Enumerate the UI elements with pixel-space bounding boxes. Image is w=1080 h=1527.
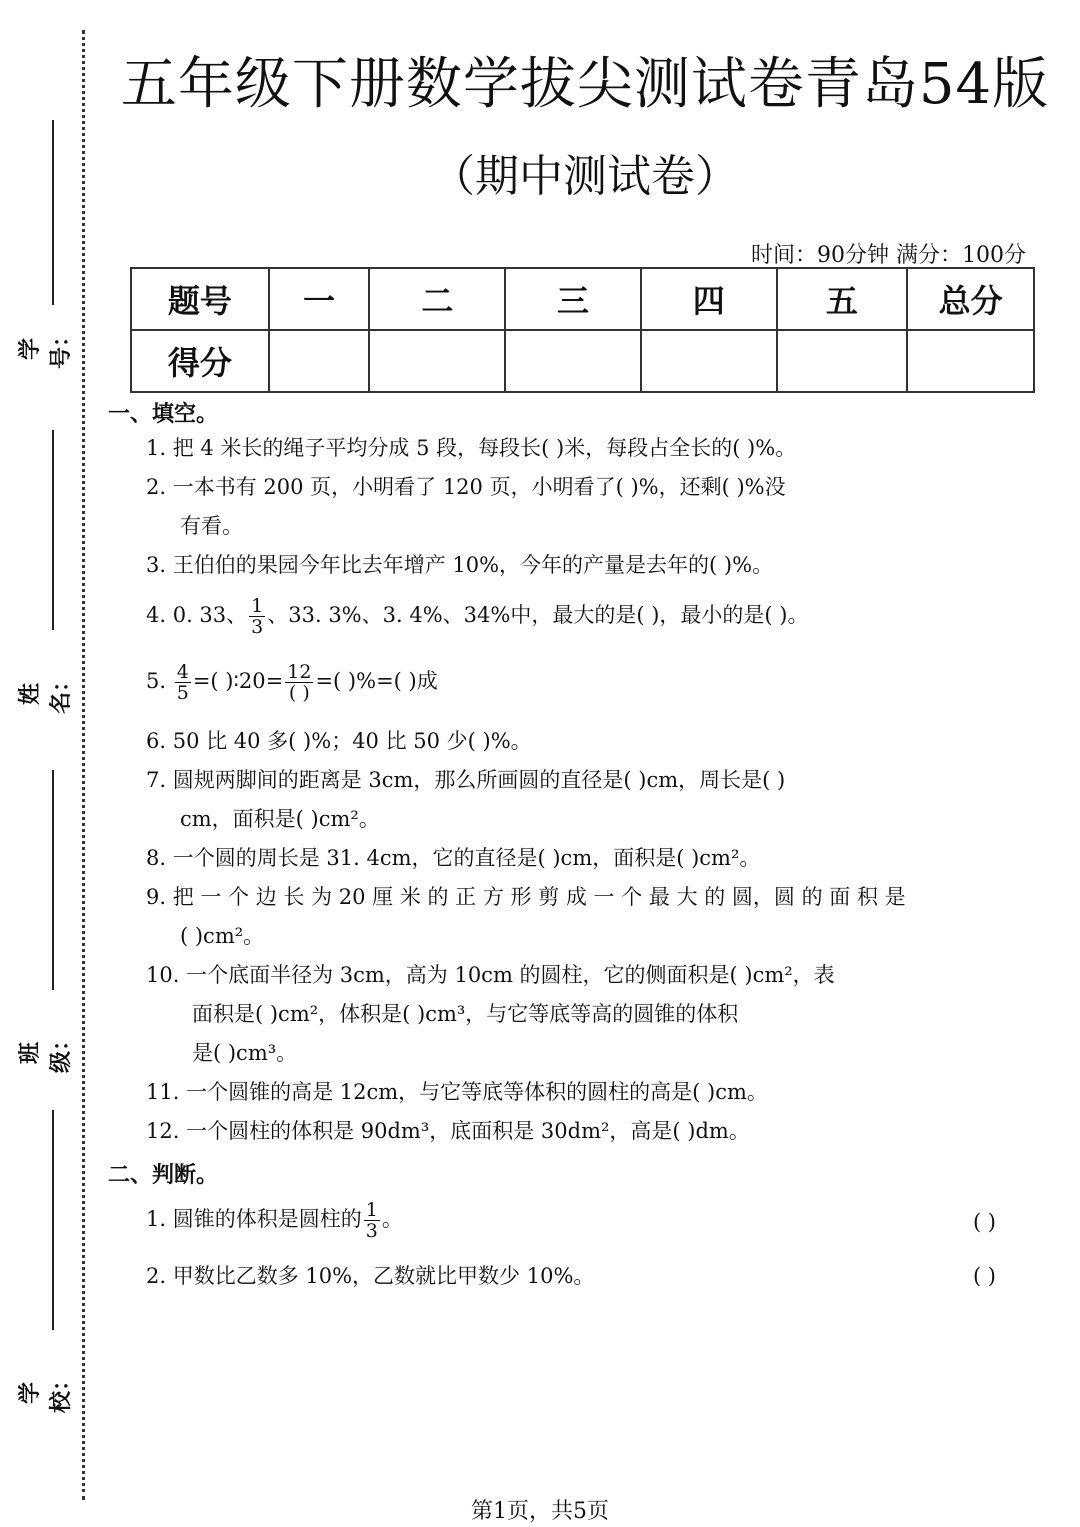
score-header-cell: 题号: [131, 268, 269, 330]
score-header-cell: 一: [269, 268, 370, 330]
question-1-7-cont: cm，面积是( )cm²。: [180, 807, 380, 831]
question-1-11: 11. 一个圆锥的高是 12cm，与它等底等体积的圆柱的高是( )cm。: [146, 1080, 768, 1104]
fraction-numerator: 1: [365, 1199, 378, 1221]
school-underline[interactable]: [52, 1110, 54, 1330]
fraction-numerator: 4: [176, 661, 189, 683]
judge-answer-2[interactable]: ( ): [972, 1264, 996, 1288]
question-1-5-suffix: =( )%=( )成: [315, 669, 438, 693]
time-and-score-info: 时间：90分钟 满分：100分: [751, 243, 1026, 268]
page-subtitle: （期中测试卷）: [431, 151, 739, 202]
fraction-one-third: [364, 1200, 380, 1241]
fraction-numerator: 1: [251, 595, 264, 617]
score-row-label: 得分: [131, 330, 269, 392]
question-1-10-cont: 面积是( )cm²，体积是( )cm³，与它等底等高的圆锥的体积: [192, 1002, 739, 1026]
section-1-title: 一、填空。: [108, 402, 219, 427]
score-table-header-row: [131, 268, 1034, 330]
school-label: 学校：: [18, 1368, 74, 1413]
question-1-9: 9. 把 一 个 边 长 为 20 厘 米 的 正 方 形 剪 成 一 个 最 大 的 圆，圆 的 面 积 是: [146, 885, 906, 909]
question-1-8: 8. 一个圆的周长是 31. 4cm，它的直径是( )cm，面积是( )cm²。: [146, 846, 761, 870]
score-header-cell: 四: [641, 268, 777, 330]
fraction-12-over-blank: [285, 662, 313, 703]
question-1-6: 6. 50 比 40 多( )%；40 比 50 少( )%。: [146, 729, 532, 753]
score-cell[interactable]: [269, 330, 370, 392]
score-header-cell: 二: [369, 268, 505, 330]
fraction-denominator: 3: [365, 1220, 378, 1242]
section-2-title: 二、判断。: [108, 1163, 219, 1188]
score-cell[interactable]: [369, 330, 505, 392]
question-1-4: [146, 596, 808, 637]
name-label: 姓名：: [18, 669, 74, 714]
judge-answer-1[interactable]: ( ): [972, 1210, 996, 1234]
question-1-12: 12. 一个圆柱的体积是 90dm³，底面积是 30dm²，高是( )dm。: [146, 1119, 750, 1143]
page-number: 第1页，共5页: [471, 1499, 609, 1524]
fraction-denominator: 3: [251, 616, 264, 638]
question-1-5-middle: =( )∶20=: [192, 669, 284, 693]
class-underline[interactable]: [52, 770, 54, 990]
question-1-3: 3. 王伯伯的果园今年比去年增产 10%，今年的产量是去年的( )%。: [146, 553, 774, 577]
judge-question-2: 2. 甲数比乙数多 10%，乙数就比甲数少 10%。: [146, 1264, 595, 1288]
score-table: [130, 267, 1035, 393]
class-label: 班级：: [18, 1028, 74, 1073]
score-cell[interactable]: [907, 330, 1034, 392]
question-1-5: [146, 662, 438, 703]
score-cell[interactable]: [641, 330, 777, 392]
question-1-4-prefix: 4. 0. 33、: [146, 603, 248, 627]
score-table-score-row: [131, 330, 1034, 392]
student-id-label: 学号：: [18, 324, 74, 369]
fraction-denominator-blank[interactable]: ( ): [288, 682, 310, 704]
question-1-10: 10. 一个底面半径为 3cm，高为 10cm 的圆柱，它的侧面积是( )cm²，表: [146, 963, 835, 987]
question-1-2-cont: 有看。: [180, 514, 243, 538]
score-cell[interactable]: [777, 330, 908, 392]
judge-question-1-suffix: 。: [381, 1207, 403, 1231]
fraction-four-fifths: [175, 662, 191, 703]
question-1-4-suffix: 、33. 3%、3. 4%、34%中，最大的是( )，最小的是( )。: [267, 603, 809, 627]
question-1-9-cont: ( )cm²。: [180, 924, 265, 948]
score-cell[interactable]: [505, 330, 641, 392]
score-header-cell: 五: [777, 268, 908, 330]
question-1-2: 2. 一本书有 200 页，小明看了 120 页，小明看了( )%，还剩( )%没: [146, 475, 786, 499]
judge-question-1: [146, 1200, 403, 1241]
question-1-7: 7. 圆规两脚间的距离是 3cm，那么所画圆的直径是( )cm，周长是( ): [146, 768, 786, 792]
binding-margin-dotted-line: [82, 30, 85, 1500]
fraction-one-third: [249, 596, 265, 637]
name-underline[interactable]: [52, 430, 54, 630]
question-1-10-cont2: 是( )cm³。: [192, 1041, 298, 1065]
score-header-cell: 总分: [907, 268, 1034, 330]
page-title: 五年级下册数学拔尖测试卷青岛54版: [120, 52, 1050, 117]
score-header-cell: 三: [505, 268, 641, 330]
fraction-numerator: 12: [287, 661, 312, 683]
question-1-1: 1. 把 4 米长的绳子平均分成 5 段，每段长( )米，每段占全长的( )%。: [146, 436, 797, 460]
student-id-underline[interactable]: [52, 120, 54, 305]
fraction-denominator: 5: [176, 682, 189, 704]
judge-question-1-prefix: 1. 圆锥的体积是圆柱的: [146, 1207, 362, 1231]
question-1-5-prefix: 5.: [146, 669, 173, 693]
